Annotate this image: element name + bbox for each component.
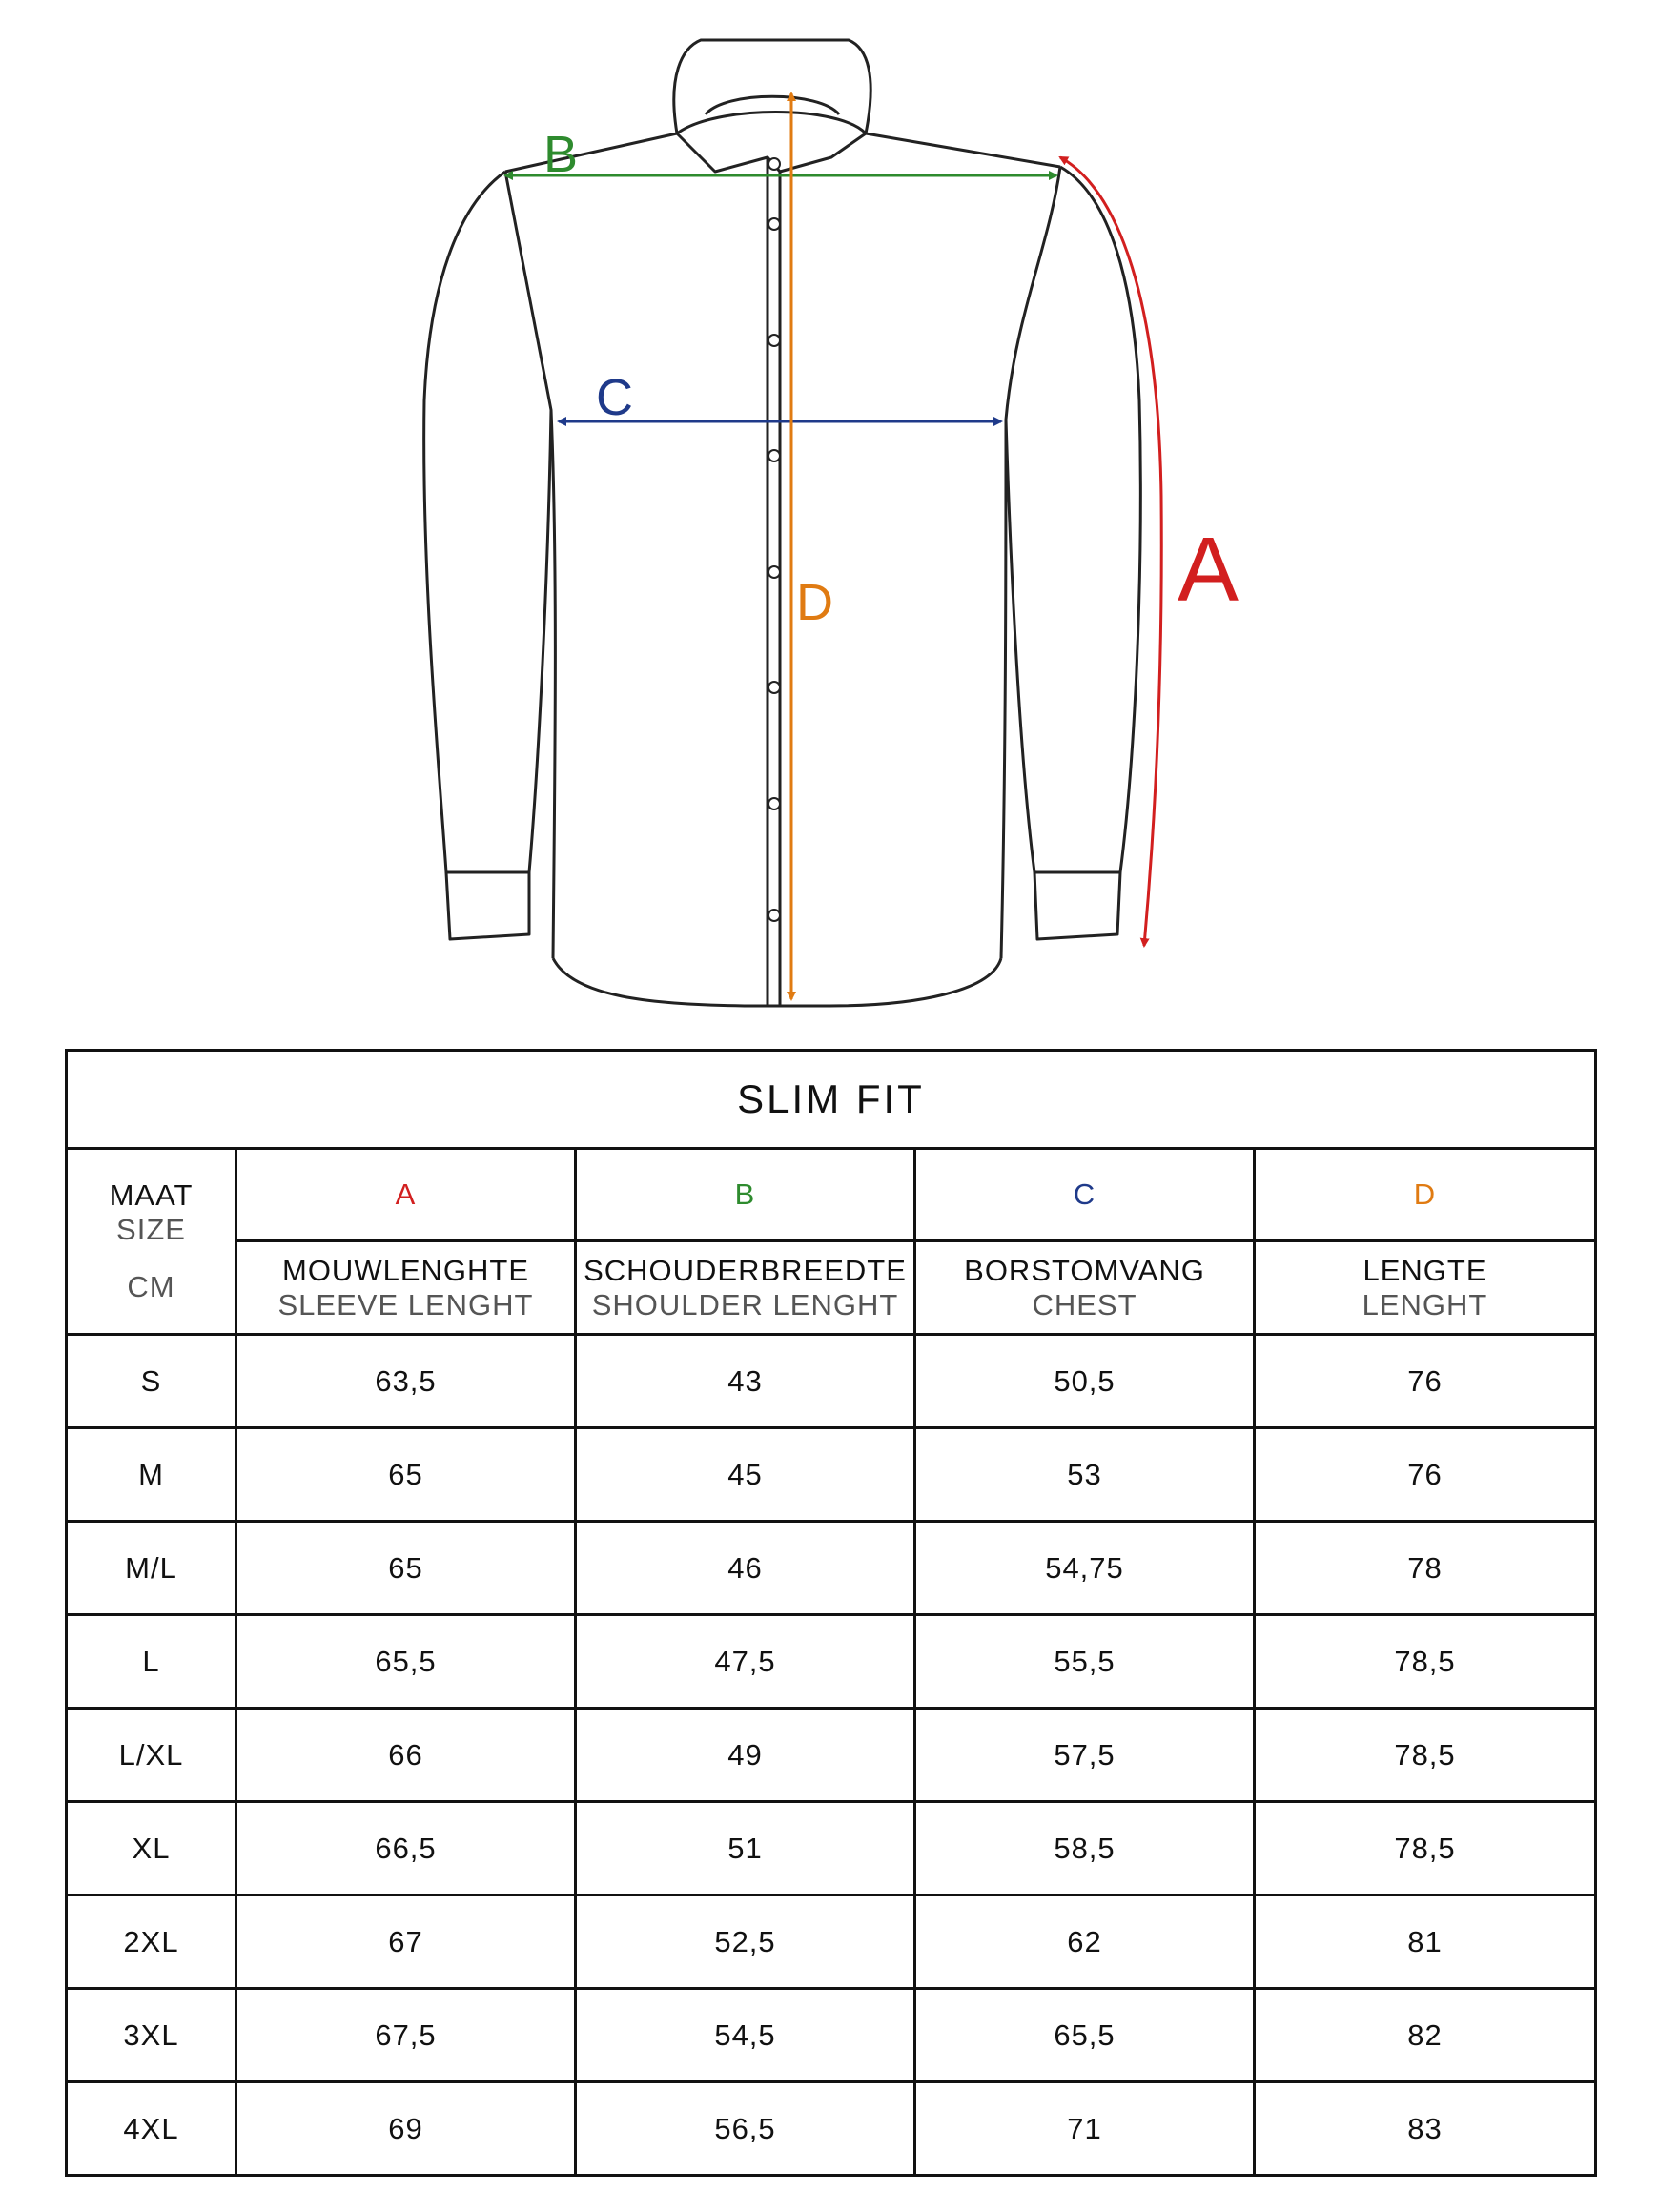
- table-body: [67, 1335, 1596, 2176]
- size-cell: S: [67, 1335, 236, 1428]
- shirt-outline: [424, 40, 1141, 1006]
- size-header-cell: [67, 1149, 236, 1335]
- table-row: [67, 1895, 1596, 1989]
- left-shoulder: [505, 133, 677, 172]
- column-label-b: [576, 1241, 915, 1335]
- collar-shape: [674, 40, 870, 133]
- column-label-nl: LENGTE: [1362, 1253, 1487, 1287]
- size-cell: 2XL: [67, 1895, 236, 1989]
- button: [768, 682, 780, 693]
- value-cell: 62: [915, 1895, 1255, 1989]
- table-row: [67, 1989, 1596, 2082]
- button: [768, 910, 780, 921]
- size-label: SIZE: [116, 1213, 186, 1246]
- value-cell: 57,5: [915, 1709, 1255, 1802]
- value-cell: 47,5: [576, 1615, 915, 1709]
- column-label-a: [236, 1241, 576, 1335]
- label-c: C: [596, 369, 633, 426]
- value-cell: 45: [576, 1428, 915, 1522]
- table-row: [67, 1522, 1596, 1615]
- table-row: [67, 2082, 1596, 2176]
- label-d: D: [796, 574, 833, 631]
- value-cell: 71: [915, 2082, 1255, 2176]
- value-cell: 81: [1255, 1895, 1596, 1989]
- value-cell: 53: [915, 1428, 1255, 1522]
- maat-label: MAAT: [109, 1178, 194, 1212]
- value-cell: 49: [576, 1709, 915, 1802]
- value-cell: 78,5: [1255, 1615, 1596, 1709]
- column-label-en: SLEEVE LENGHT: [277, 1287, 534, 1321]
- value-cell: 54,75: [915, 1522, 1255, 1615]
- value-cell: 65: [236, 1428, 576, 1522]
- value-cell: 43: [576, 1335, 915, 1428]
- value-cell: 46: [576, 1522, 915, 1615]
- value-cell: 65,5: [236, 1615, 576, 1709]
- column-letter-a: A: [236, 1149, 576, 1241]
- button: [768, 450, 780, 461]
- button: [768, 566, 780, 578]
- value-cell: 65: [236, 1522, 576, 1615]
- size-cell: 4XL: [67, 2082, 236, 2176]
- column-letter-b: B: [576, 1149, 915, 1241]
- value-cell: 63,5: [236, 1335, 576, 1428]
- value-cell: 51: [576, 1802, 915, 1895]
- value-cell: 55,5: [915, 1615, 1255, 1709]
- hem: [553, 958, 1001, 1006]
- value-cell: 56,5: [576, 2082, 915, 2176]
- button: [768, 335, 780, 346]
- left-cuff: [446, 872, 529, 939]
- value-cell: 76: [1255, 1428, 1596, 1522]
- column-label-d: [1255, 1241, 1596, 1335]
- value-cell: 76: [1255, 1335, 1596, 1428]
- placket: [768, 157, 780, 1006]
- size-cell: XL: [67, 1802, 236, 1895]
- button: [768, 218, 780, 230]
- left-sleeve: [424, 172, 551, 872]
- value-cell: 67: [236, 1895, 576, 1989]
- value-cell: 66,5: [236, 1802, 576, 1895]
- value-cell: 67,5: [236, 1989, 576, 2082]
- table-row: [67, 1709, 1596, 1802]
- value-cell: 65,5: [915, 1989, 1255, 2082]
- size-cell: 3XL: [67, 1989, 236, 2082]
- column-letter-d: D: [1255, 1149, 1596, 1241]
- table-title: SLIM FIT: [67, 1051, 1596, 1149]
- table-row: [67, 1802, 1596, 1895]
- button: [768, 158, 780, 170]
- column-letter-c: C: [915, 1149, 1255, 1241]
- column-label-nl: BORSTOMVANG: [964, 1253, 1205, 1287]
- buttons: [768, 158, 780, 921]
- table-row: [67, 1615, 1596, 1709]
- size-cell: L/XL: [67, 1709, 236, 1802]
- column-label-nl: SCHOUDERBREEDTE: [584, 1253, 907, 1287]
- size-cell: M/L: [67, 1522, 236, 1615]
- value-cell: 69: [236, 2082, 576, 2176]
- column-label-c: [915, 1241, 1255, 1335]
- column-label-nl: MOUWLENGHTE: [282, 1253, 529, 1287]
- value-cell: 78: [1255, 1522, 1596, 1615]
- table-row: [67, 1428, 1596, 1522]
- right-shoulder: [866, 133, 1060, 167]
- size-cell: M: [67, 1428, 236, 1522]
- value-cell: 58,5: [915, 1802, 1255, 1895]
- right-cuff: [1034, 872, 1120, 939]
- value-cell: 50,5: [915, 1335, 1255, 1428]
- right-sleeve: [1006, 167, 1140, 872]
- button: [768, 798, 780, 809]
- value-cell: 52,5: [576, 1895, 915, 1989]
- column-label-en: SHOULDER LENGHT: [591, 1287, 899, 1321]
- size-table: [65, 1049, 1597, 2177]
- table-row: [67, 1335, 1596, 1428]
- shirt-diagram: [0, 0, 1659, 1030]
- value-cell: 78,5: [1255, 1709, 1596, 1802]
- value-cell: 54,5: [576, 1989, 915, 2082]
- label-b: B: [543, 126, 579, 183]
- value-cell: 78,5: [1255, 1802, 1596, 1895]
- value-cell: 66: [236, 1709, 576, 1802]
- value-cell: 82: [1255, 1989, 1596, 2082]
- cm-label: CM: [127, 1270, 175, 1303]
- value-cell: 83: [1255, 2082, 1596, 2176]
- column-label-en: CHEST: [1032, 1287, 1137, 1321]
- column-label-en: LENGHT: [1362, 1287, 1488, 1321]
- measure-a-line: [1060, 157, 1161, 946]
- label-a: A: [1178, 519, 1239, 621]
- size-cell: L: [67, 1615, 236, 1709]
